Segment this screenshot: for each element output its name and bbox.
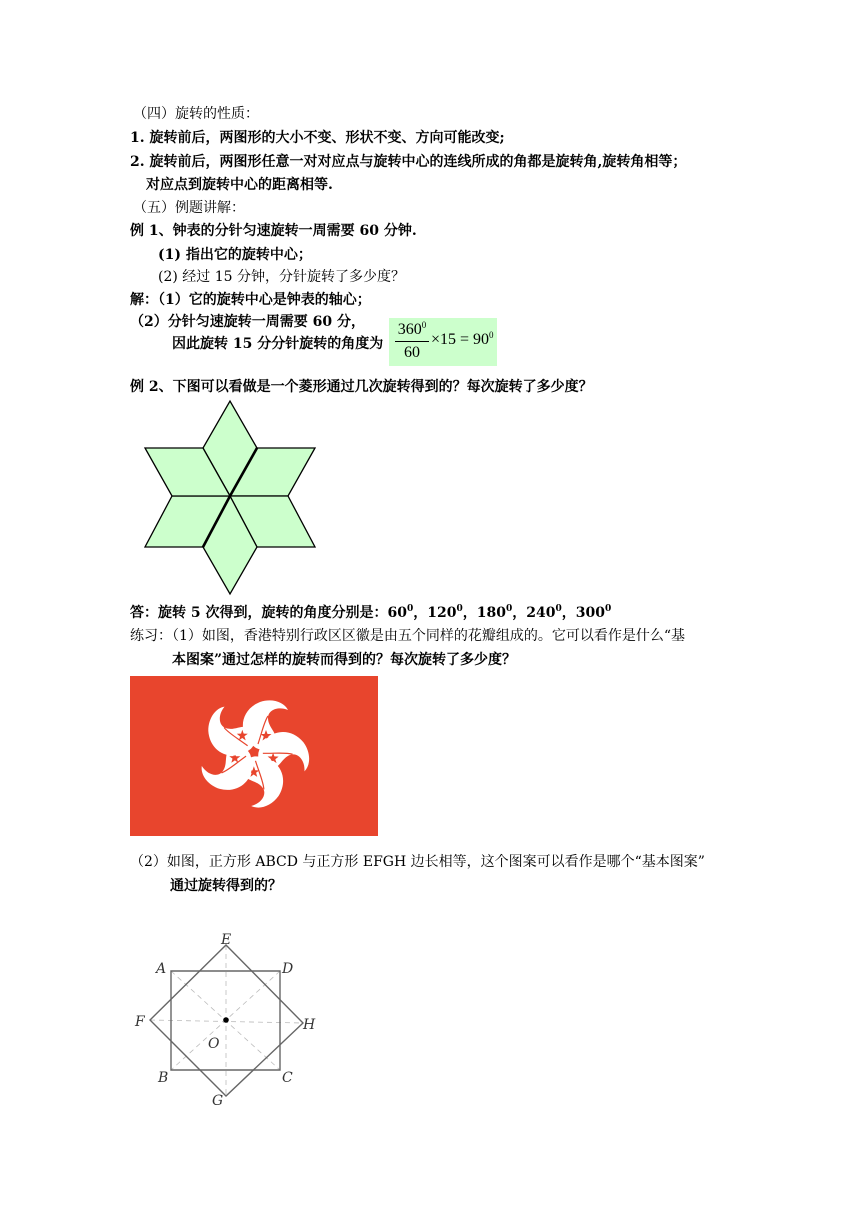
formula-fraction	[395, 320, 429, 363]
hong-kong-flag	[130, 676, 378, 836]
practice-q1-line1: 练习：（1）如图，香港特别行政区区徽是由五个同样的花瓣组成的。它可以看作是什么“基	[130, 628, 686, 644]
example1-question: 例 1、钟表的分针匀速旋转一周需要 60 分钟.	[130, 223, 417, 239]
property-2-line2: 对应点到旋转中心的距离相等.	[146, 177, 333, 193]
property-1: 1. 旋转前后，两图形的大小不变、形状不变、方向可能改变;	[130, 130, 505, 146]
label-B: B	[158, 1070, 169, 1086]
label-E: E	[221, 932, 232, 948]
property-2-line1: 2. 旋转前后，两图形任意一对对应点与旋转中心的连线所成的角都是旋转角,旋转角相等；	[130, 154, 687, 170]
rhombus-star-figure	[130, 398, 330, 598]
example1-q1: (1) 指出它的旋转中心；	[158, 247, 312, 263]
center-point-O	[223, 1017, 229, 1023]
angle-2: $120^0$	[427, 604, 463, 621]
practice-q2-line2: 通过旋转得到的？	[170, 878, 282, 894]
example1-answer1: 解：（1）它的旋转中心是钟表的轴心；	[130, 292, 371, 308]
angle-1: $60^0$	[387, 604, 414, 621]
example1-q2: (2) 经过 15 分钟，分针旋转了多少度？	[158, 269, 405, 285]
example1-answer2: （2）分针匀速旋转一周需要 60 分，	[130, 314, 365, 330]
formula-numerator: $360^0$	[397, 320, 427, 338]
label-A: A	[156, 961, 167, 977]
label-F: F	[135, 1014, 145, 1030]
example2-answer: 答：旋转 5 次得到，旋转的角度分别是：$60^0$，$120^0$，$180^0$，$240^0$，$300^0$	[130, 604, 612, 621]
bauhinia-emblem	[130, 676, 378, 836]
label-H: H	[303, 1017, 316, 1033]
angle-5: $300^0$	[575, 604, 612, 621]
section4-heading: （四）旋转的性质：	[133, 106, 259, 122]
two-squares-figure	[130, 928, 330, 1128]
angle-formula	[389, 318, 497, 366]
fraction-bar	[395, 341, 429, 342]
practice-q2-line1: （2）如图，正方形 ABCD 与正方形 EFGH 边长相等，这个图案可以看作是哪个“基本图案”	[130, 854, 705, 870]
example2-question: 例 2、下图可以看做是一个菱形通过几次旋转得到的？每次旋转了多少度？	[130, 379, 593, 395]
formula-denominator: 60	[404, 344, 420, 361]
example1-answer3: 因此旋转 15 分分针旋转的角度为	[172, 336, 384, 352]
label-D: D	[282, 961, 294, 977]
label-O: O	[208, 1036, 220, 1052]
section5-heading: （五）例题讲解：	[133, 200, 245, 216]
angle-4: $240^0$	[526, 604, 562, 621]
practice-q1-line2: 本图案”通过怎样的旋转而得到的？每次旋转了多少度？	[172, 652, 517, 668]
formula-tail: $\times 15 = 90^0$	[431, 330, 494, 348]
label-G: G	[212, 1093, 224, 1109]
angle-3: $180^0$	[476, 604, 513, 621]
label-C: C	[282, 1070, 293, 1086]
